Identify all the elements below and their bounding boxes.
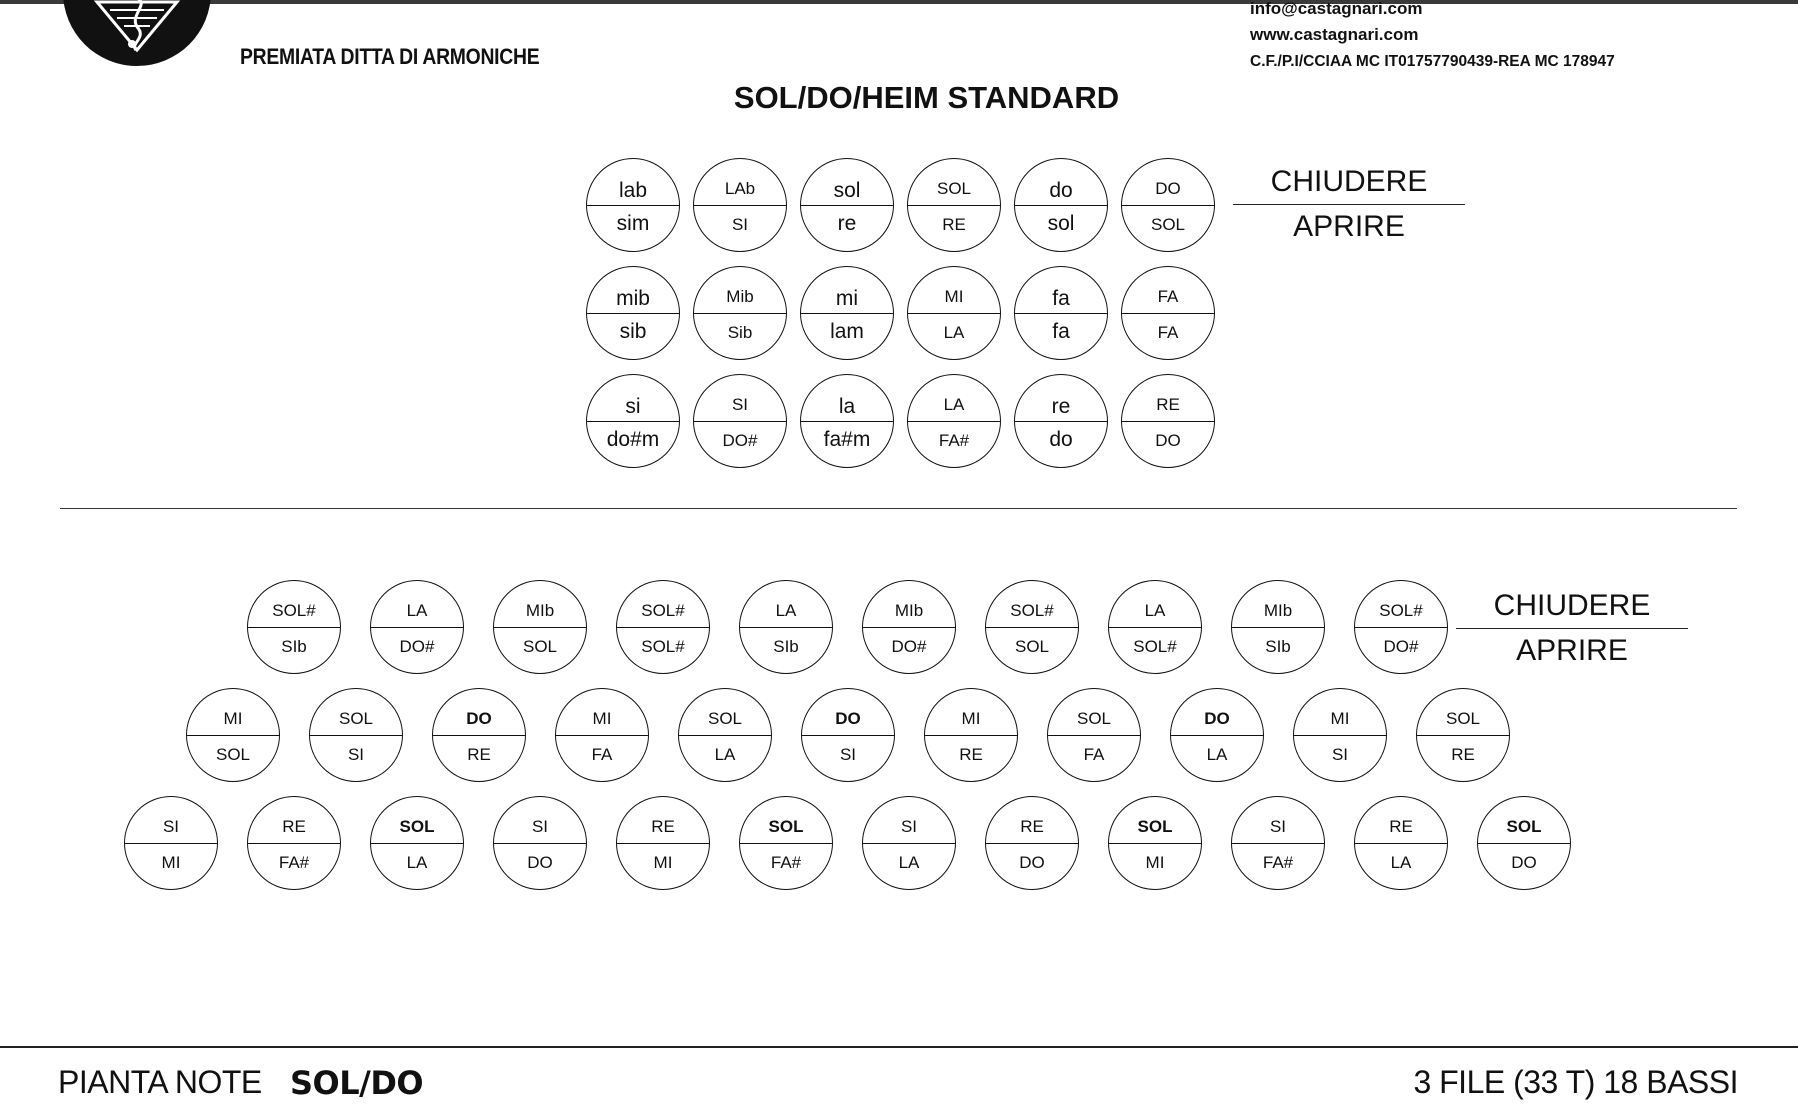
bass-button[interactable] [1108, 580, 1202, 674]
button-open-note: do#m [606, 428, 660, 451]
button-close-note: mi [801, 267, 893, 314]
button-open-note: RE [467, 745, 491, 764]
button-open-note: SI [731, 215, 749, 234]
bass-button[interactable] [1231, 796, 1325, 890]
registry-info: C.F./P.I/CCIAA MC IT01757790439-REA MC 178947 [1250, 53, 1615, 70]
button-close-note: DO [1122, 159, 1214, 206]
button-open-note: fa [1052, 320, 1070, 343]
bass-button[interactable] [1477, 796, 1571, 890]
button-open-note: SOL# [641, 637, 685, 656]
button-close-note: la [801, 375, 893, 422]
button-open-note: DO# [1383, 637, 1419, 656]
button-open-note: DO# [722, 431, 758, 450]
legend-open-label: APRIRE [1293, 210, 1405, 243]
website-link[interactable]: www.castagnari.com [1250, 25, 1419, 44]
bass-button[interactable] [862, 580, 956, 674]
button-close-note: fa [1015, 267, 1107, 314]
button-open-note: lam [830, 320, 864, 343]
button-open-note: MI [653, 853, 673, 872]
bass-button[interactable] [1108, 796, 1202, 890]
bass-button[interactable] [186, 688, 280, 782]
button-open-note: SOL [215, 745, 251, 764]
button-close-note: DO [802, 689, 894, 736]
bass-button[interactable] [1354, 796, 1448, 890]
button-close-note: Mib [694, 267, 786, 314]
button-open-note: LA [406, 853, 428, 872]
button-close-note: RE [1122, 375, 1214, 422]
treble-button[interactable] [1014, 158, 1108, 252]
bass-button[interactable] [1231, 580, 1325, 674]
button-close-note: SOL [1417, 689, 1509, 736]
treble-button[interactable] [693, 158, 787, 252]
legend-close-label: CHIUDERE [1270, 165, 1428, 198]
bass-button[interactable] [124, 796, 218, 890]
button-open-note: RE [959, 745, 983, 764]
button-close-note: SOL# [1355, 581, 1447, 628]
button-open-note: do [1049, 428, 1073, 451]
treble-button[interactable] [800, 374, 894, 468]
button-open-note: SIb [773, 637, 799, 656]
button-close-note: do [1015, 159, 1107, 206]
button-open-note: FA# [938, 431, 970, 450]
button-close-note: RE [1355, 797, 1447, 844]
button-open-note: LA [898, 853, 920, 872]
button-open-note: DO# [399, 637, 435, 656]
button-close-note: LA [908, 375, 1000, 422]
button-close-note: sol [801, 159, 893, 206]
bass-button[interactable] [1416, 688, 1510, 782]
button-close-note: lab [587, 159, 679, 206]
treble-button[interactable] [586, 158, 680, 252]
button-close-note: SI [694, 375, 786, 422]
button-close-note: SOL [740, 797, 832, 844]
button-open-note: LA [943, 323, 965, 342]
button-open-note: LA [1390, 853, 1412, 872]
treble-legend [1233, 160, 1465, 249]
section-divider [60, 508, 1737, 509]
button-close-note: DO [433, 689, 525, 736]
treble-button[interactable] [586, 374, 680, 468]
logo-emblem-icon [62, 0, 212, 68]
bass-button[interactable] [678, 688, 772, 782]
button-open-note: SI [839, 745, 857, 764]
button-open-note: SI [347, 745, 365, 764]
button-close-note: MIb [863, 581, 955, 628]
treble-button[interactable] [1121, 158, 1215, 252]
bass-button[interactable] [555, 688, 649, 782]
button-open-note: FA [1157, 323, 1179, 342]
button-open-note: SOL [1014, 637, 1050, 656]
footer-divider [0, 1046, 1798, 1048]
button-open-note: DO [527, 853, 553, 872]
button-open-note: RE [1451, 745, 1475, 764]
button-close-note: SOL# [986, 581, 1078, 628]
button-open-note: re [837, 212, 857, 235]
button-close-note: SOL [371, 797, 463, 844]
button-open-note: SOL [522, 637, 558, 656]
bass-button[interactable] [985, 580, 1079, 674]
treble-button[interactable] [693, 374, 787, 468]
bass-button[interactable] [370, 796, 464, 890]
contact-block [1250, 0, 1615, 75]
button-open-note: FA# [278, 853, 310, 872]
bass-button[interactable] [616, 580, 710, 674]
treble-button[interactable] [907, 266, 1001, 360]
treble-button[interactable] [907, 374, 1001, 468]
button-open-note: sol [1047, 212, 1075, 235]
button-close-note: mib [587, 267, 679, 314]
bass-button[interactable] [247, 580, 341, 674]
button-close-note: SI [1232, 797, 1324, 844]
button-close-note: SOL [908, 159, 1000, 206]
treble-button[interactable] [693, 266, 787, 360]
button-open-note: DO [1155, 431, 1181, 450]
button-open-note: sim [616, 212, 650, 235]
treble-button[interactable] [1121, 266, 1215, 360]
button-close-note: SI [494, 797, 586, 844]
button-close-note: FA [1122, 267, 1214, 314]
button-open-note: LA [714, 745, 736, 764]
button-close-note: LA [371, 581, 463, 628]
button-open-note: FA [591, 745, 613, 764]
bass-button[interactable] [801, 688, 895, 782]
button-close-note: DO [1171, 689, 1263, 736]
button-open-note: fa#m [823, 428, 871, 451]
company-tagline: PREMIATA DITTA DI ARMONICHE [240, 44, 540, 69]
bass-button[interactable] [739, 796, 833, 890]
treble-button[interactable] [586, 266, 680, 360]
button-close-note: RE [986, 797, 1078, 844]
button-close-note: SOL [1478, 797, 1570, 844]
bass-button[interactable] [493, 796, 587, 890]
bass-button[interactable] [1354, 580, 1448, 674]
button-open-note: FA# [770, 853, 802, 872]
bass-button[interactable] [309, 688, 403, 782]
bass-button[interactable] [1047, 688, 1141, 782]
button-close-note: SI [125, 797, 217, 844]
bass-button[interactable] [432, 688, 526, 782]
button-open-note: DO# [891, 637, 927, 656]
footer-spec: 3 FILE (33 T) 18 BASSI [1413, 1064, 1738, 1100]
treble-button[interactable] [1014, 266, 1108, 360]
button-open-note: SIb [1265, 637, 1291, 656]
treble-button[interactable] [907, 158, 1001, 252]
button-open-note: MI [1145, 853, 1165, 872]
treble-button[interactable] [800, 158, 894, 252]
button-close-note: SOL [1048, 689, 1140, 736]
button-close-note: si [587, 375, 679, 422]
button-close-note: LAb [694, 159, 786, 206]
treble-button[interactable] [800, 266, 894, 360]
button-open-note: sib [619, 320, 647, 343]
button-close-note: SOL# [248, 581, 340, 628]
button-close-note: SOL [679, 689, 771, 736]
button-open-note: DO [1019, 853, 1045, 872]
footer-key: SOL/DO [290, 1064, 424, 1102]
legend-open-label: APRIRE [1516, 634, 1628, 667]
logo [62, 0, 212, 68]
button-close-note: MI [187, 689, 279, 736]
treble-button[interactable] [1014, 374, 1108, 468]
button-close-note: LA [740, 581, 832, 628]
button-open-note: MI [161, 853, 181, 872]
button-open-note: SOL# [1133, 637, 1177, 656]
button-open-note: RE [942, 215, 966, 234]
page-title: SOL/DO/HEIM STANDARD [733, 80, 1120, 115]
button-open-note: FA [1083, 745, 1105, 764]
button-close-note: LA [1109, 581, 1201, 628]
footer-label: PIANTA NOTE [58, 1064, 262, 1100]
button-open-note: DO [1511, 853, 1537, 872]
button-close-note: RE [248, 797, 340, 844]
email-link[interactable]: info@castagnari.com [1250, 0, 1423, 18]
bass-button[interactable] [493, 580, 587, 674]
bass-button[interactable] [739, 580, 833, 674]
button-close-note: MI [908, 267, 1000, 314]
button-open-note: SOL [1150, 215, 1186, 234]
bass-button[interactable] [247, 796, 341, 890]
button-open-note: SI [1331, 745, 1349, 764]
bass-button[interactable] [985, 796, 1079, 890]
bass-button[interactable] [1293, 688, 1387, 782]
button-close-note: SOL [310, 689, 402, 736]
button-close-note: SI [863, 797, 955, 844]
button-close-note: SOL# [617, 581, 709, 628]
button-close-note: MI [556, 689, 648, 736]
button-close-note: RE [617, 797, 709, 844]
button-open-note: SIb [281, 637, 307, 656]
legend-close-label: CHIUDERE [1493, 589, 1651, 622]
button-open-note: LA [1206, 745, 1228, 764]
bass-button[interactable] [924, 688, 1018, 782]
treble-button[interactable] [1121, 374, 1215, 468]
button-open-note: FA# [1262, 853, 1294, 872]
bass-button[interactable] [1170, 688, 1264, 782]
button-close-note: MIb [1232, 581, 1324, 628]
button-close-note: SOL [1109, 797, 1201, 844]
bass-button[interactable] [862, 796, 956, 890]
button-close-note: MI [1294, 689, 1386, 736]
button-close-note: MIb [494, 581, 586, 628]
bass-button[interactable] [370, 580, 464, 674]
bass-legend [1456, 584, 1688, 673]
button-close-note: MI [925, 689, 1017, 736]
bass-button[interactable] [616, 796, 710, 890]
button-open-note: Sib [727, 323, 753, 342]
button-close-note: re [1015, 375, 1107, 422]
